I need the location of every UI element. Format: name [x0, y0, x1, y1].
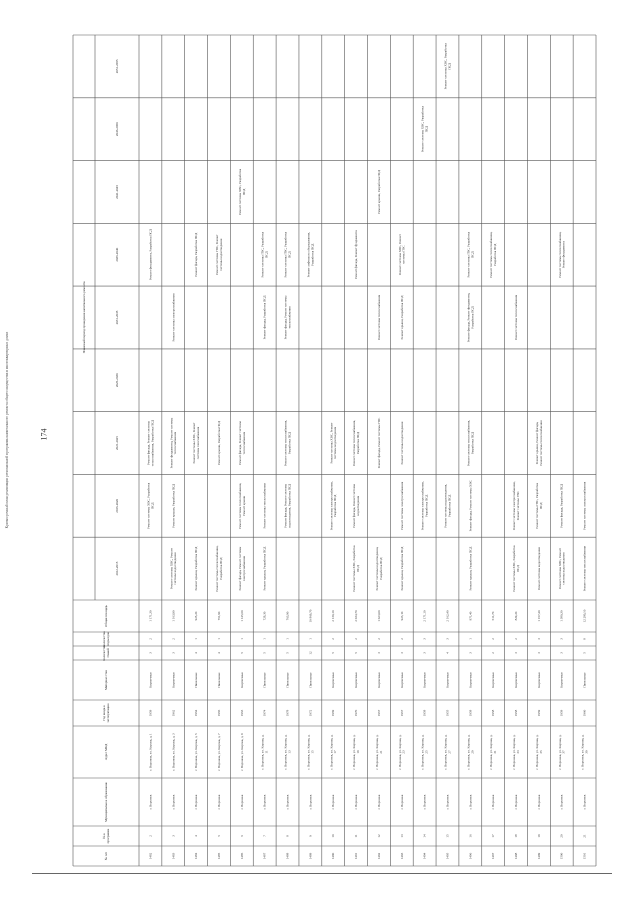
cell-addr: г. Воронеж, ул. Кирова, д.33 [512, 734, 520, 770]
period-header: 2031-2035 [115, 310, 119, 325]
cell-work: Ремонт системы теплоснабжения,Разработка ПСД [352, 420, 361, 467]
cell-addr: г. Воронеж, ул. Кирова, д.21 [374, 734, 383, 770]
column-header-area: Общая площадь [104, 605, 108, 627]
cell-addr: г. Воронеж, ул. Кирова, д. 1 [148, 733, 153, 771]
cell-work: Ремонт системы водоотведения,Разработка ПСД [374, 546, 383, 591]
cell-work: Ремонт фундамента, Ремонт системытеплоснабжения [169, 417, 178, 469]
cell-ent: 2 [491, 638, 496, 640]
cell-addr: г. Воронеж, ул. Кирова, д.15 [306, 734, 315, 770]
cell-year: 1970 [354, 709, 359, 717]
cell-fl: 4 [194, 652, 199, 654]
cell-n: 1485 [216, 852, 221, 860]
cell-area: 829,20 [514, 611, 519, 621]
cell-addr: г. Воронеж, ул. Кирова, д.31 [489, 734, 498, 770]
cell-prog: 5 [216, 835, 221, 837]
cell-work: Ремонт системы ХВС, Ремонтсистемы водоотведения [329, 422, 338, 464]
cell-year: 1959 [536, 709, 541, 717]
cell-work: Ремонт системы электроснабжения [399, 481, 404, 530]
cell-ent: 3 [559, 638, 564, 640]
cell-work: Ремонт фасада, Ремонт системытеплоснабжения [283, 295, 292, 340]
cell-n: 1490 [331, 852, 336, 860]
cell-work: Ремонт системы теплоснабжения,Разработка ПСД [215, 545, 223, 592]
cell-addr: г. Воронеж, ул. Кирова, д.19 [352, 734, 361, 770]
cell-n: 1488 [285, 852, 290, 860]
cell-ent: 1 [285, 638, 290, 640]
cell-n: 1493 [399, 852, 404, 860]
cell-ent: 2 [171, 638, 176, 640]
cell-work: Ремонт системы электроснабжения,Ремонт системы ГВС [512, 481, 520, 531]
cell-year: 1959 [148, 709, 153, 717]
cell-addr: г. Воронеж, ул. Кирова, д.25 [420, 734, 429, 770]
cell-year: 1974 [262, 709, 267, 717]
cell-work: Ремонт системы теплоснабжения,Ремонт крыши [237, 482, 246, 529]
cell-n: 1495 [445, 852, 450, 860]
cell-prog: 8 [285, 835, 290, 837]
cell-area: 1 023,00 [376, 610, 381, 622]
cell-work: Ремонт крыши, Ремонт фасада,Ремонт системы теплоснабжения [534, 420, 543, 466]
cell-work: Ремонт фасада, Разработка ПСД [262, 295, 267, 340]
cell-fl: 3 [468, 652, 473, 654]
cell-addr: г. Воронеж, ул. Кирова, д.27 [443, 734, 452, 770]
cell-fl: 3 [422, 652, 427, 654]
cell-n: 1499 [536, 852, 541, 860]
cell-area: 2 171,10 [422, 610, 427, 622]
cell-year: 1964 [194, 709, 199, 717]
cell-n: 1489 [308, 852, 313, 860]
cell-mat: Кирпичные [331, 672, 336, 688]
cell-addr: г. Воронеж, ул. Кирова, д. 5 [194, 733, 199, 771]
cell-mo: г. Воронеж [216, 794, 221, 810]
cell-mo: г. Воронеж [422, 794, 427, 810]
cell-fl: 5 [331, 652, 336, 654]
cell-year: 1966 [216, 709, 221, 717]
cell-work: Ремонт крыши, Разработка ПСД [468, 546, 473, 591]
cell-area: 1 145,60 [239, 610, 244, 622]
cell-addr: г. Воронеж, ул. Кирова, д. 7 [216, 733, 221, 771]
cell-mo: г. Воронеж [491, 794, 496, 810]
cell-work: Ремонт фасада, Ремонт системы ГВС [376, 417, 381, 469]
column-header-year: Год ввода вэксплуатацию [102, 703, 110, 723]
cell-work: Ремонт фасада, Разработка ПСД [194, 232, 199, 277]
cell-work: Ремонт системы ГВС, РазработкаПСД [260, 231, 269, 278]
cell-mat: Кирпичные [491, 672, 496, 688]
cell-ent: 3 [422, 638, 427, 640]
cell-addr: г. Воронеж, ул. Кирова, д. 9 [239, 733, 244, 771]
cell-work: Ремонт фасада, Ремонт системытеплоснабжения [237, 421, 246, 465]
cell-n: 1492 [376, 852, 381, 860]
cell-work: Ремонт системы ХВС, Ремонтсистемы водоотведения [557, 548, 566, 590]
period-header: 2021-2025 [115, 436, 119, 450]
cell-area: 2 162,40 [445, 610, 450, 622]
cell-area: 1 171,30 [148, 610, 153, 622]
cell-work: Ремонт системы водоотведения [536, 547, 541, 591]
cell-work: Ремонт фасада, Ремонт системыводоотведения [352, 483, 361, 528]
cell-mat: Кирпичные [536, 672, 541, 688]
cell-addr: г. Воронеж, ул. Кирова, д.11 [260, 734, 269, 770]
cell-mat: Кирпичные [171, 672, 176, 688]
cell-addr: г. Воронеж, ул. Кирова, д. 3 [171, 733, 176, 771]
cell-work: Ремонт крыши, Разработка ПСД [376, 170, 381, 214]
cell-prog: 10 [331, 834, 336, 838]
cell-work: Ремонт системы ГВС, РазработкаПСД [534, 483, 543, 529]
cell-fl: 5 [582, 652, 587, 654]
cell-work: Ремонт крыши, Разработка ПСД [216, 421, 221, 465]
cell-n: 1483 [171, 852, 176, 860]
cell-ent: 1 [216, 638, 221, 640]
cell-mo: г. Воронеж [308, 794, 313, 810]
cell-work: Ремонт системы ХВС, РазработкаПСД [420, 106, 429, 153]
cell-work: Ремонт системы ХВС, РазработкаПСД [352, 545, 361, 592]
cell-mat: Кирпичные [514, 672, 519, 688]
cell-mat: Панельные [285, 672, 290, 688]
cell-mo: г. Воронеж [354, 794, 359, 810]
cell-area: 1 380,30 [559, 610, 564, 622]
cell-n: 1498 [514, 852, 519, 860]
cell-area: 2 034,70 [354, 610, 359, 622]
cell-addr: г. Воронеж, ул. Кирова, д.37 [557, 734, 566, 770]
cell-prog: 4 [194, 835, 199, 837]
column-header-mat: Материал стен [104, 669, 108, 691]
cell-work: Ремонт системы ХВС, РазработкаПСД [512, 545, 520, 592]
cell-n: 1500 [559, 852, 564, 860]
cell-n: 1484 [194, 852, 199, 860]
cell-prog: 13 [399, 834, 404, 838]
cell-year: 1967 [399, 709, 404, 717]
column-header-ent: Количествоподъездов [102, 631, 110, 647]
cell-work: Ремонт фасада, Ремонт фундамента,Разработка ПСД [466, 292, 475, 343]
cell-area: 10 869,70 [308, 609, 313, 623]
cell-ent: 2 [514, 638, 519, 640]
cell-area: 1 167,40 [536, 610, 541, 622]
cell-prog: 12 [376, 834, 381, 838]
cell-work: Ремонт фундамента, Разработка ПСД [148, 229, 153, 281]
cell-work: Ремонт системы теплоснабжения [514, 294, 519, 341]
cell-mo: г. Воронеж [399, 794, 404, 810]
cell-n: 1494 [422, 852, 427, 860]
period-header: 2012-2015 [115, 561, 119, 576]
cell-prog: 21 [582, 834, 587, 838]
cell-fl: 5 [239, 652, 244, 654]
cell-prog: 16 [468, 834, 473, 838]
cell-mat: Кирпичные [559, 672, 564, 688]
cell-ent: 2 [148, 638, 153, 640]
cell-work: Ремонт системы ГВС, РазработкаПСД [283, 231, 292, 278]
cell-work: Ремонт системы теплоснабжения,Разработка ПСД [466, 420, 475, 467]
cell-mo: г. Воронеж [239, 794, 244, 810]
cell-work: Ремонт лифтового оборудования,Разработка ПСД [306, 232, 315, 278]
cell-work: Ремонт системы ГВС, Ремонтсистемы водоотведения [215, 234, 223, 275]
cell-area: 925,20 [194, 611, 199, 621]
cell-fl: 4 [445, 652, 450, 654]
cell-work: Ремонт системы теплоснабжения [262, 483, 267, 529]
cell-year: 1972 [308, 709, 313, 717]
period-header: 2016-2020 [115, 498, 119, 513]
cell-work: Ремонт системы электроснабжения,Разработка ПСД [420, 481, 429, 531]
cell-year: 1962 [171, 709, 176, 717]
cell-year: 1958 [468, 709, 473, 717]
cell-prog: 9 [308, 835, 313, 837]
cell-n: 1497 [491, 852, 496, 860]
cell-n: 1491 [354, 852, 359, 860]
cell-mo: г. Воронеж [285, 794, 290, 810]
cell-work: Ремонт фасада, Ремонт фундамента [354, 230, 359, 280]
cell-work: Ремонт крыши, Разработка ПСД [399, 546, 404, 591]
page-number: 174 [39, 428, 49, 441]
cell-mat: Кирпичные [468, 672, 473, 688]
cell-work: Ремонт системы теплоснабжения,Разработка ПСД [283, 420, 292, 467]
cell-ent: 1 [194, 638, 199, 640]
cell-fl: 3 [148, 652, 153, 654]
cell-year: 1960 [582, 709, 587, 717]
cell-fl: 3 [376, 652, 381, 654]
cell-year: 1958 [514, 709, 519, 717]
cell-ent: 2 [354, 638, 359, 640]
cell-mat: Панельные [216, 672, 221, 688]
cell-prog: 14 [422, 834, 427, 838]
period-header: 2041-2045 [115, 185, 119, 199]
cell-mo: г. Воронеж [582, 794, 587, 810]
cell-fl: 5 [262, 652, 267, 654]
cell-mat: Кирпичные [148, 672, 153, 688]
cell-work: Ремонт фасада, Ремонт системы ХВС [468, 480, 473, 532]
cell-mo: г. Воронеж [559, 794, 564, 810]
cell-fl: 4 [216, 652, 221, 654]
cell-work: Ремонт системы водоотведения [399, 421, 404, 465]
cell-work: Ремонт фасада, Ремонт системытеплоснабжения, Разработка ПСД [146, 420, 155, 467]
cell-area: 923,10 [399, 611, 404, 621]
cell-mo: г. Воронеж [536, 794, 541, 810]
cell-n: 1482 [148, 852, 153, 860]
cell-mat: Кирпичные [422, 672, 427, 688]
cell-year: 1978 [285, 709, 290, 717]
cell-mat: Кирпичные [354, 672, 359, 688]
cell-area: 971,40 [468, 611, 473, 621]
cell-area: 1 163,90 [171, 610, 176, 622]
cell-year: 1959 [559, 709, 564, 717]
cell-ent: 1 [468, 638, 473, 640]
cell-work: Ремонт крыши, Разработка ПСД [262, 546, 267, 591]
works-period-title: Плановый период проведения капитального ремонта [82, 281, 86, 354]
cell-work: Ремонт крыши, Разработка ПСД [171, 483, 176, 528]
cell-fl: 3 [559, 652, 564, 654]
cell-n: 1501 [582, 852, 587, 860]
cell-work: Ремонт системы ХВС, РазработкаПСД [146, 482, 155, 529]
period-header: 2036-2040 [115, 247, 119, 262]
cell-work: Ремонт системы ГВС, РазработкаПСД [466, 231, 475, 278]
column-header-fl: Количествоэтажей [102, 645, 110, 661]
cell-addr: г. Воронеж, ул. Кирова, д.39 [580, 734, 589, 770]
cell-mo: г. Воронеж [262, 794, 267, 810]
cell-work: Ремонт системы теплоснабжения,Разработка ПСД [489, 231, 498, 278]
cell-work: Ремонт системы водоотведения,Разработка ПСД [443, 483, 452, 528]
cell-mat: Панельные [262, 672, 267, 688]
cell-work: Ремонт фасада, Ремонт системыводоотведения, Разработка ПСД [283, 483, 292, 528]
cell-fl: 3 [171, 652, 176, 654]
cell-prog: 20 [559, 834, 564, 838]
cell-fl: 2 [491, 652, 496, 654]
cell-prog: 7 [262, 835, 267, 837]
cell-work: Ремонт системы электроснабжения [582, 481, 587, 530]
cell-mat: Кирпичные [399, 672, 404, 688]
cell-prog: 17 [491, 834, 496, 838]
cell-mo: г. Воронеж [194, 794, 199, 810]
cell-area: 2 130,10 [331, 610, 336, 622]
cell-mo: г. Воронеж [171, 794, 176, 810]
cell-year: 1963 [239, 709, 244, 717]
cell-mo: г. Воронеж [331, 794, 336, 810]
cell-prog: 6 [239, 835, 244, 837]
cell-area: 763,90 [285, 611, 290, 621]
cell-ent: 2 [399, 638, 404, 640]
cell-fl: 3 [514, 652, 519, 654]
period-header: 2046-2050 [115, 122, 119, 137]
cell-prog: 3 [171, 835, 176, 837]
cell-ent: 2 [376, 638, 381, 640]
cell-ent: 1 [308, 638, 313, 640]
cell-work: Ремонт фасада, Ремонт системыэлектроснабжения [237, 546, 246, 591]
cell-prog: 2 [148, 835, 153, 837]
cell-addr: г. Воронеж, ул. Кирова, д.17 [329, 734, 338, 770]
cell-ent: 3 [445, 638, 450, 640]
cell-work: Ремонт фасада, Разработка ПСД [559, 483, 564, 528]
cell-fl: 12 [308, 651, 313, 655]
cell-work: Ремонт системы ХВС, РазработкаПСД [443, 43, 452, 90]
cell-area: 761,90 [216, 611, 221, 621]
cell-ent: 1 [239, 638, 244, 640]
cell-year: 1958 [422, 709, 427, 717]
cell-n: 1496 [468, 852, 473, 860]
cell-work: Ремонт системы ХВС, Ремонтсистемы ГВС [397, 234, 406, 276]
cell-addr: г. Воронеж, ул. Кирова, д.29 [466, 734, 475, 770]
cell-year: 1955 [445, 709, 450, 717]
cell-work: Ремонт системы теплоснабжения [376, 294, 381, 341]
cell-work: Ремонт системы ХВС, Ремонтсистемы водоотведения [169, 548, 178, 590]
table-caption: Краткосрочный план реализации региональной программы капитального ремонта общего имущества в многоквартирных домах [5, 331, 9, 529]
cell-ent: 1 [262, 638, 267, 640]
cell-mo: г. Воронеж [468, 794, 473, 810]
cell-ent: 3 [536, 638, 541, 640]
cell-addr: г. Воронеж, ул. Кирова, д.13 [283, 734, 292, 770]
period-header: 2026-2030 [115, 373, 119, 388]
page-footer-rule [32, 873, 612, 874]
cell-year: 1969 [331, 709, 336, 717]
cell-work: Ремонт системы ХВС, РазработкаПСД [237, 168, 246, 215]
cell-mat: Кирпичные [376, 672, 381, 688]
cell-mat: Панельные [194, 672, 199, 688]
cell-mo: г. Воронеж [514, 794, 519, 810]
cell-mo: г. Воронеж [148, 794, 153, 810]
cell-year: 1958 [491, 709, 496, 717]
cell-prog: 18 [514, 834, 519, 838]
column-header-prog: № впрограмме [102, 828, 110, 844]
cell-prog: 15 [445, 834, 450, 838]
cell-mo: г. Воронеж [445, 794, 450, 810]
cell-prog: 19 [536, 834, 541, 838]
cell-ent: 2 [331, 638, 336, 640]
cell-mat: Панельные [308, 672, 313, 688]
cell-area: 611,70 [491, 611, 496, 621]
cell-addr: г. Воронеж, ул. Кирова, д.23 [397, 734, 406, 770]
cell-work: Ремонт системы теплоснабжения,Ремонт фундамента [557, 231, 566, 278]
column-header-n: № п/п [104, 851, 108, 861]
cell-n: 1487 [262, 852, 267, 860]
cell-n: 1486 [239, 852, 244, 860]
column-header-mo: Муниципальное образование [104, 782, 108, 822]
cell-area: 12 280,10 [582, 609, 587, 623]
cell-fl: 5 [285, 652, 290, 654]
cell-area: 728,30 [262, 611, 267, 621]
cell-addr: г. Воронеж, ул. Кирова, д.35 [534, 734, 543, 770]
cell-mat: Кирпичные [445, 672, 450, 688]
column-header-addr: Адрес МКД [104, 743, 108, 761]
cell-fl: 3 [399, 652, 404, 654]
cell-fl: 3 [536, 652, 541, 654]
cell-mat: Кирпичные [239, 672, 244, 688]
cell-work: Ремонт крыши, Разработка ПСД [399, 295, 404, 340]
cell-work: Ремонт системы электроснабжения [171, 293, 176, 342]
cell-work: Ремонт системы теплоснабжения [582, 545, 587, 592]
cell-prog: 11 [354, 834, 359, 838]
cell-work: Ремонт крыши, Разработка ПСД [194, 546, 199, 591]
cell-mo: г. Воронеж [376, 794, 381, 810]
cell-work: Ремонт системы электроснабжения,Разработка ПСД [329, 481, 338, 531]
cell-year: 1967 [376, 709, 381, 717]
cell-mat: Панельные [582, 672, 587, 688]
cell-fl: 5 [354, 652, 359, 654]
period-header: 2051-2055 [115, 59, 119, 74]
cell-ent: 8 [582, 638, 587, 640]
cell-work: Ремонт системы ХВС, Ремонтсистемы газоснабжения [192, 422, 201, 464]
